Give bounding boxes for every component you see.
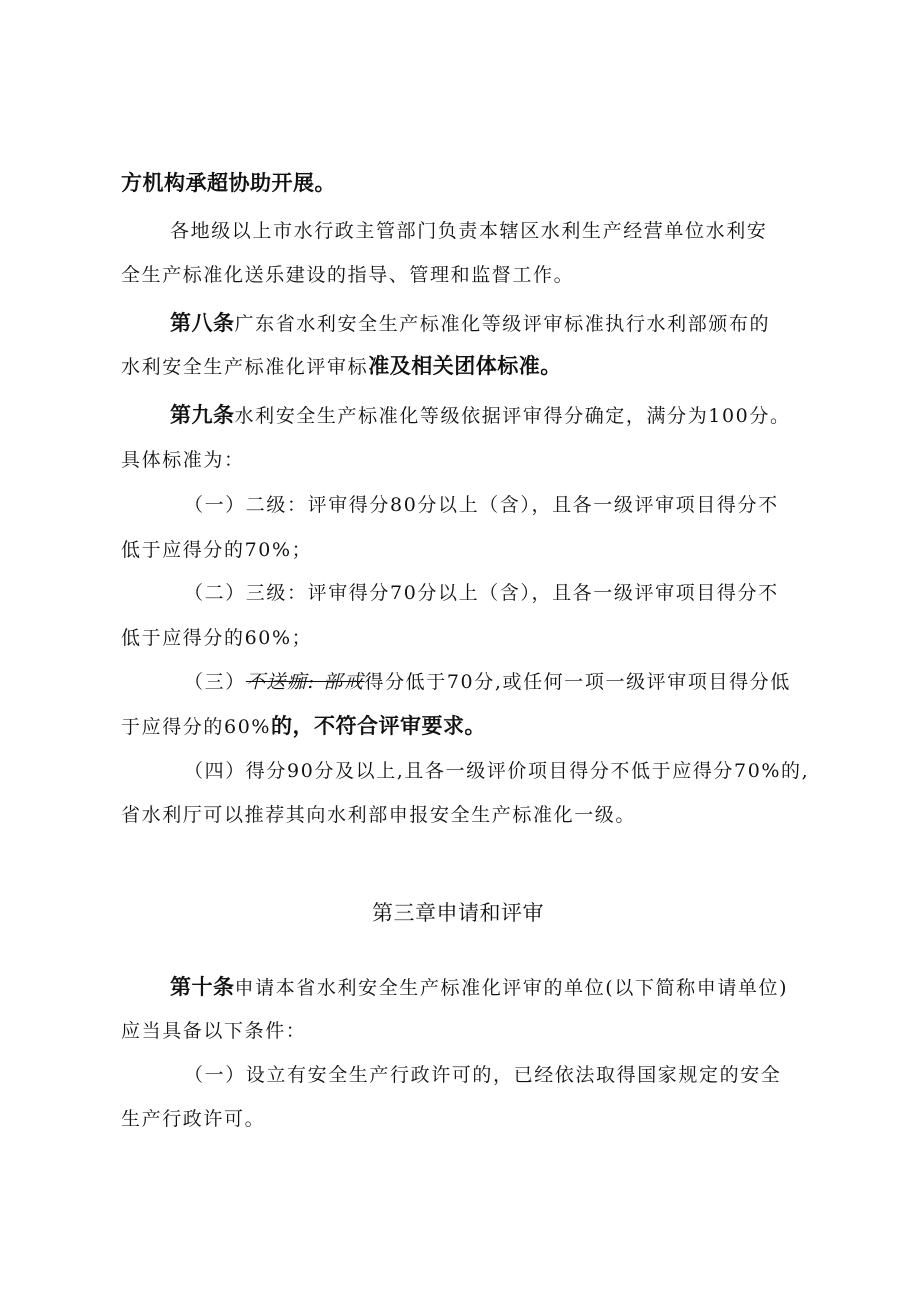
article-10-text: 申请本省水利安全生产标准化评审的单位(以下简称申请单位)	[234, 977, 789, 999]
item-4-line1: （四）得分90分及以上,且各一级评价项目得分不低于应得分70%的,	[184, 760, 810, 782]
article-8-bold-text: 准及相关团体标准。	[368, 354, 562, 378]
article-10-label: 第十条	[170, 975, 235, 999]
item-4-line2: 省水利厅可以推荐其向水利部申报安全生产标准化一级。	[121, 804, 637, 826]
article-9-text: 水利安全生产标准化等级依据评审得分确定，满分为100分。	[234, 405, 791, 427]
condition-1-line1: （一）设立有安全生产行政许可的，已经依法取得国家规定的安全	[184, 1064, 782, 1086]
article-10-line2: 应当具备以下条件：	[121, 1020, 307, 1042]
chapter-3-heading: 第三章申请和评审	[372, 901, 544, 925]
article-10-line1	[170, 974, 788, 1001]
item-3-bold-text: 的，不符合评审要求。	[271, 714, 487, 738]
article-8-text-cont: 水利安全生产标准化评审标	[121, 356, 369, 378]
article-9-line2: 具体标准为：	[121, 449, 245, 471]
paragraph-continuation: 方机构承超协助开展。	[121, 171, 336, 195]
article-8-line2	[121, 353, 562, 380]
condition-1-line2: 生产行政许可。	[121, 1108, 266, 1130]
article-8-line1	[170, 310, 770, 337]
item-1-line2: 低于应得分的70%；	[121, 539, 313, 561]
article-8-text: 广东省水利安全生产标准化等级评审标准执行水利部颁布的	[234, 313, 771, 335]
item-1-line1: （一）二级：评审得分80分以上（含），且各一级评审项目得分不	[184, 494, 779, 516]
article-8-label: 第八条	[170, 311, 235, 335]
article-9-line1	[170, 402, 791, 429]
item-3-text: 得分低于70分,或任何一项一级评审项目得分低	[364, 671, 791, 693]
paragraph-supervision-line1: 各地级以上市水行政主管部门负责本辖区水利生产经营单位水利安	[170, 220, 768, 242]
item-3-struck-text: 不送痂: 部戒	[245, 671, 365, 693]
article-9-label: 第九条	[170, 403, 235, 427]
paragraph-supervision-line2: 全生产标准化送乐建设的指导、管理和监督工作。	[121, 264, 575, 286]
item-2-line2: 低于应得分的60%；	[121, 627, 313, 649]
item-3-line2	[121, 713, 486, 740]
item-3-prefix: （三）	[184, 671, 246, 693]
item-3-line1	[184, 669, 791, 695]
item-3-text-cont: 于应得分的60%	[121, 716, 272, 738]
item-2-line1: （二）三级：评审得分70分以上（含），且各一级评审项目得分不	[184, 582, 779, 604]
